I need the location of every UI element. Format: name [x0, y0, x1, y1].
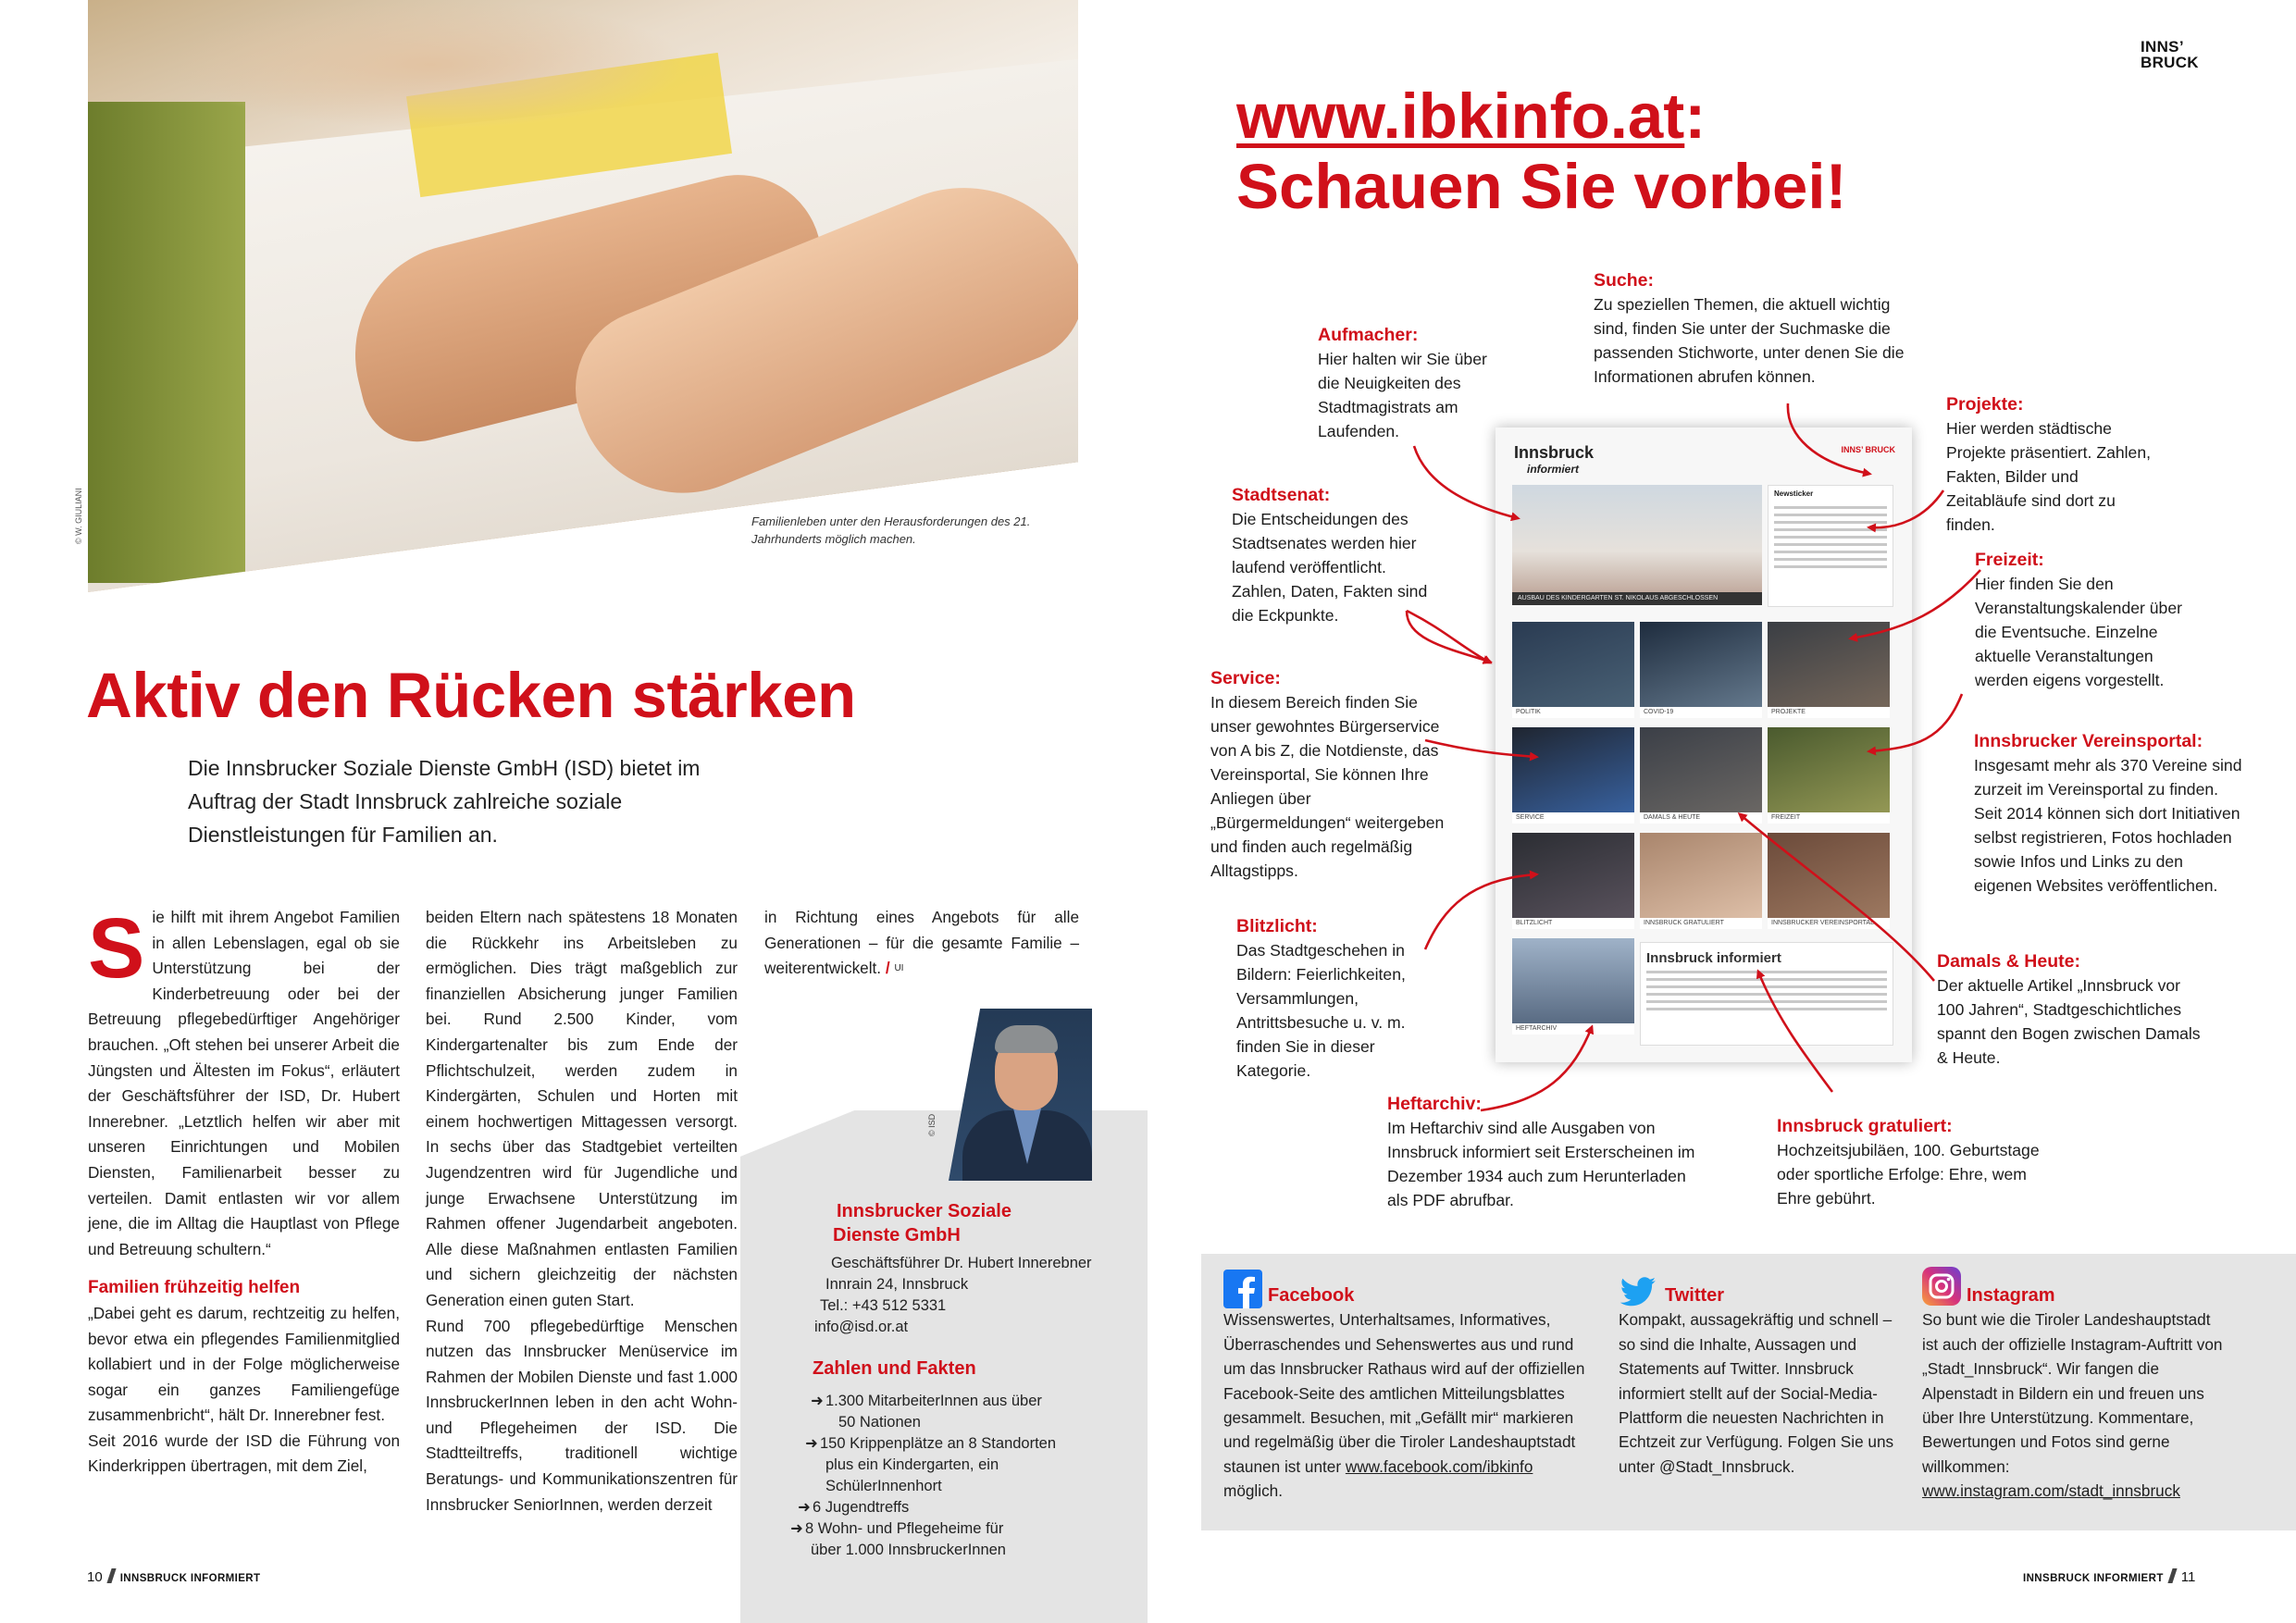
- contact-manager: Geschäftsführer Dr. Hubert Innerebner: [831, 1255, 1092, 1271]
- facebook-link[interactable]: www.facebook.com/ibkinfo: [1345, 1456, 1533, 1476]
- mockup-brand-text: Innsbruck: [1514, 443, 1595, 462]
- mockup-tile-label: POLITIK: [1512, 707, 1634, 718]
- annotation-text: Hier halten wir Sie über die Neuigkeiten des Stadtmagistrats am Laufenden.: [1318, 350, 1487, 440]
- instagram-text: [1922, 1307, 2228, 1503]
- mockup-tile-label: HEFTARCHIV: [1512, 1023, 1634, 1035]
- photo-caption: Familienleben unter den Herausforderungen des 21. Jahrhunderts möglich machen.: [751, 514, 1031, 546]
- fact-line: über 1.000 InnsbruckerInnen: [811, 1542, 1006, 1558]
- fact-line: 8 Wohn- und Pflegeheime für: [805, 1520, 1004, 1537]
- fact-line: plus ein Kindergarten, ein: [825, 1456, 999, 1473]
- instagram-link[interactable]: www.instagram.com/stadt_innsbruck: [1922, 1481, 2180, 1501]
- mockup-tile-label: DAMALS & HEUTE: [1640, 812, 1762, 824]
- annotation-text: Das Stadtgeschehen in Bildern: Feierlichkeiten, Versammlungen, Antrittsbesuche u. v. m. finden Sie in dieser Kategorie.: [1236, 941, 1406, 1080]
- annotation-text: Im Heftarchiv sind alle Ausgaben von Innsbruck informiert seit Ersterscheinen im Dezember 1934 auch zum Herunterladen als PDF abrufbar.: [1387, 1119, 1695, 1209]
- mockup-brand-sub: informiert: [1527, 463, 1580, 476]
- col1-paragraph: ie hilft mit ihrem Angebot Familien in allen Lebenslagen, egal ob sie Unterstützung bei der Kinderbetreuung oder bei der Betreuung pflegebedürftiger Angehöriger brauchen. „Oft stehen bei unserer Arbeit die Jüngsten und Ältesten im Fokus“, erläutert der Geschäftsführer der ISD, Dr. Hubert Innerebner. „Letztlich helfen wir aber mit unseren Einrichtungen und Mobilen Diensten, Familienarbeit besser zu verteilen. Damit entlasten wir vor allem jene, die im Alltag die Hauptlast von Pflege und Betreuung schultern.“: [88, 908, 400, 1258]
- annotation-title: Stadtsenat:: [1232, 485, 1331, 505]
- arrow-projekte: [1869, 490, 1943, 527]
- end-mark: /: [885, 959, 890, 978]
- mockup-tile-label: BLITZLICHT: [1512, 918, 1634, 929]
- facts-title: Zahlen und Fakten: [813, 1358, 976, 1379]
- portrait-credit: © ISD: [927, 1113, 937, 1136]
- annotation-title: Heftarchiv:: [1387, 1094, 1482, 1114]
- contact-phone: Tel.: +43 512 5331: [820, 1297, 947, 1314]
- page-number: 10: [87, 1569, 103, 1585]
- arrow-vereinsportal: [1869, 694, 1962, 751]
- headline-line-2: Schauen Sie vorbei!: [1236, 151, 1847, 222]
- mockup-tile-label: FREIZEIT: [1768, 812, 1890, 824]
- arrow-right-icon: ➜: [798, 1499, 811, 1516]
- footer-slash: [2167, 1568, 2177, 1583]
- arrow-aufmacher: [1414, 446, 1518, 518]
- arrow-gratuliert: [1758, 972, 1832, 1092]
- arrow-service: [1425, 740, 1536, 757]
- annotation-title: Freizeit:: [1975, 550, 2044, 570]
- footer-right: [2023, 1568, 2195, 1585]
- info-box-title-line-1: Innsbrucker Soziale: [837, 1201, 1011, 1221]
- mockup-tile-label: COVID-19: [1640, 707, 1762, 718]
- footer-label: INNSBRUCK INFORMIERT: [2023, 1573, 2164, 1584]
- mockup-logo: INNS’ BRUCK: [1841, 445, 1895, 454]
- arrow-right-icon: ➜: [790, 1520, 803, 1537]
- arrow-suche: [1788, 403, 1869, 474]
- social-twitter: [1619, 1254, 1896, 1479]
- annotation-title: Innsbrucker Vereinsportal:: [1974, 731, 2203, 751]
- facebook-after: möglich.: [1223, 1481, 1283, 1501]
- author-initials: UI: [894, 963, 904, 974]
- annotation-title: Aufmacher:: [1318, 325, 1419, 345]
- article-lead: Die Innsbrucker Soziale Dienste GmbH (ISD) bietet im Auftrag der Stadt Innsbruck zahlreiche soziale Dienstleistungen für Familien an.: [188, 756, 701, 847]
- facebook-text: [1223, 1307, 1594, 1503]
- col3-paragraph: in Richtung eines Angebots für alle Generationen – für die gesamte Familie – weiterentwickelt.: [764, 908, 1079, 978]
- social-media-band: [1201, 1254, 2296, 1530]
- article-title: Aktiv den Rücken stärken: [86, 660, 856, 731]
- arrow-freizeit: [1851, 570, 1980, 638]
- col2-paragraph: beiden Eltern nach spätestens 18 Monaten die Rückkehr ins Arbeitsleben zu ermöglichen. Dies trägt maßgeblich zur finanziellen Absicherung junger Familien bei. Rund 2.500 Kinder, vom Kindergartenalter bis zum Ende der Pflichtschulzeit, werden zudem in Kindergärten, Schulen und Horten mit einem hochwertigen Mittagessen versorgt. In sechs über das Stadtgebiet verteilten Jugendzentren wird für Jugendliche und junge Erwachsene Unterstützung im Rahmen offener Jugendarbeit angeboten. Alle diese Maßnahmen entlasten Familien und sichern gleichzeitig der nächsten Generation einen guten Start.: [426, 908, 738, 1309]
- logo-line-1: INNS’: [2141, 38, 2184, 56]
- contact-address: Innrain 24, Innsbruck: [825, 1276, 969, 1293]
- social-facebook: [1223, 1254, 1594, 1504]
- page-number: 11: [2180, 1569, 2196, 1585]
- footer-label: INNSBRUCK INFORMIERT: [119, 1573, 261, 1584]
- arrow-damals: [1740, 814, 1934, 981]
- annotation-title: Service:: [1210, 668, 1281, 688]
- subheading: Familien frühzeitig helfen: [88, 1278, 301, 1298]
- annotation-title: Projekte:: [1946, 394, 2024, 415]
- facebook-icon[interactable]: [1223, 1270, 1262, 1308]
- social-instagram: [1922, 1254, 2228, 1504]
- annotation-text: Der aktuelle Artikel „Innsbruck vor 100 Jahren“, Stadtgeschichtliches spannt den Bogen zwischen Damals & Heute.: [1937, 976, 2201, 1067]
- fact-line: SchülerInnenhort: [825, 1478, 942, 1494]
- annotation-title: Innsbruck gratuliert:: [1777, 1116, 1953, 1136]
- col1-paragraph-2: „Dabei geht es darum, rechtzeitig zu helfen, bevor etwa ein pflegendes Familienmitglied kollabiert und in der Folge möglicherweise sogar ein ganzes Familiengefüge zusammenbricht“, hält Dr. Innerebner fest.: [88, 1303, 400, 1425]
- annotation-text: Hier finden Sie den Veranstaltungskalender über die Eventsuche. Einzelne aktuelle Veranstaltungen werden eigens vorgestellt.: [1975, 575, 2182, 689]
- annotation-text: Hochzeitsjubiläen, 100. Geburtstage oder sportliche Erfolge: Ehre, wem Ehre gebührt.: [1777, 1141, 2040, 1208]
- instagram-icon[interactable]: [1922, 1267, 1961, 1306]
- fact-line: 6 Jugendtreffs: [813, 1499, 910, 1516]
- instagram-body: So bunt wie die Tiroler Landeshauptstadt ist auch der offizielle Instagram-Auftritt von „Stadt_Innsbruck“. Wir fangen die Alpenstadt in Bildern ein und freuen uns über Ihre Unterstützung. Kommentare, Bewertungen und Fotos sind gerne willkommen:: [1922, 1310, 2223, 1476]
- mockup-panel-title: Innsbruck informiert: [1646, 950, 1781, 966]
- contact-email: info@isd.or.at: [814, 1319, 909, 1335]
- col1-paragraph-3: Seit 2016 wurde der ISD die Führung von Kinderkrippen übertragen, mit dem Ziel,: [88, 1431, 400, 1476]
- logo-line-2: BRUCK: [2141, 54, 2199, 71]
- facebook-title: Facebook: [1268, 1285, 1355, 1306]
- annotation-title: Damals & Heute:: [1937, 951, 2080, 972]
- instagram-title: Instagram: [1967, 1285, 2055, 1306]
- mockup-tile-label: INNSBRUCK GRATULIERT: [1640, 918, 1762, 929]
- twitter-icon[interactable]: [1619, 1272, 1657, 1311]
- mockup-tile-label: SERVICE: [1512, 812, 1634, 824]
- fact-line: 1.300 MitarbeiterInnen aus über: [825, 1393, 1042, 1409]
- fact-line: 150 Krippenplätze an 8 Standorten: [820, 1435, 1057, 1452]
- annotation-text: Zu speziellen Themen, die aktuell wichtig sind, finden Sie unter der Suchmaske die passenden Stichworte, unter denen Sie die Informationen abrufen können.: [1594, 295, 1905, 386]
- annotation-text: Insgesamt mehr als 370 Vereine sind zurzeit im Vereinsportal zu finden. Seit 2014 können sich dort Initiativen selbst registrieren, Fotos hochladen sowie Infos und Links zu den eigenen Websites veröffentlichen.: [1974, 756, 2242, 895]
- arrow-right-icon: ➜: [805, 1435, 818, 1452]
- drop-cap: S: [88, 901, 145, 996]
- headline-colon: :: [1684, 81, 1706, 152]
- twitter-text: Kompakt, aussagekräftig und schnell – so sind die Inhalte, Aussagen und Statements auf Twitter. Innsbruck informiert stellt auf der Social-Media-Plattform die neuesten Nachrichten in Echtzeit zur Verfügung. Folgen Sie uns unter @Stadt_Innsbruck.: [1619, 1310, 1894, 1476]
- mockup-hero-caption: AUSBAU DES KINDERGARTEN ST. NIKOLAUS ABGESCHLOSSEN: [1512, 592, 1762, 605]
- fact-line: 50 Nationen: [838, 1414, 921, 1431]
- arrow-heftarchiv: [1481, 1027, 1592, 1110]
- arrow-blitzlicht: [1425, 874, 1536, 949]
- arrow-stadtsenat: [1407, 611, 1490, 663]
- annotation-text: Hier werden städtische Projekte präsentiert. Zahlen, Fakten, Bilder und Zeitabläufe sind dort zu finden.: [1946, 419, 2152, 534]
- mockup-newsticker-title: Newsticker: [1774, 489, 1814, 498]
- annotation-text: Die Entscheidungen des Stadtsenates werden hier laufend veröffentlicht. Zahlen, Daten, Fakten sind die Eckpunkte.: [1232, 510, 1428, 625]
- annotation-title: Suche:: [1594, 270, 1655, 291]
- arrow-right-icon: ➜: [811, 1393, 824, 1409]
- col2-paragraph-2: Rund 700 pflegebedürftige Menschen nutzen das Innsbrucker Menüservice im Rahmen der Mobilen Dienste und fast 1.000 InnsbruckerInnen leben in den acht Wohn- und Pflegeheimen der ISD. Die Stadtteiltreffs, traditionell wichtige Beratungs- und Kommunikationszentren für Innsbrucker SeniorInnen, werden derzeit: [426, 1316, 738, 1514]
- photo-credit: © W. GIULIANI: [74, 488, 83, 544]
- info-box-title-line-2: Dienste GmbH: [833, 1225, 961, 1245]
- mockup-tile-label: PROJEKTE: [1768, 707, 1890, 718]
- annotation-title: Blitzlicht:: [1236, 916, 1318, 936]
- mockup-tile-label: INNSBRUCKER VEREINSPORTAL: [1768, 918, 1890, 929]
- annotation-text: In diesem Bereich finden Sie unser gewohntes Bürgerservice von A bis Z, die Notdienste, das Vereinsportal, Sie können Ihre Anliegen über „Bürgermeldungen“ weitergeben und finden auch regelmäßig Alltagstipps.: [1210, 693, 1445, 880]
- headline-url[interactable]: www.ibkinfo.at: [1236, 81, 1685, 152]
- twitter-title: Twitter: [1665, 1285, 1725, 1306]
- facebook-body: Wissenswertes, Unterhaltsames, Informatives, Überraschendes und Sehenswertes aus und rund um das Innsbrucker Rathaus wird auf der offiziellen Facebook-Seite des amtlichen Mitteilungsblattes gesammelt. Besuchen, mit „Gefällt mir“ markieren und regelmäßig über die Tiroler Landeshauptstadt staunen ist unter: [1223, 1310, 1585, 1476]
